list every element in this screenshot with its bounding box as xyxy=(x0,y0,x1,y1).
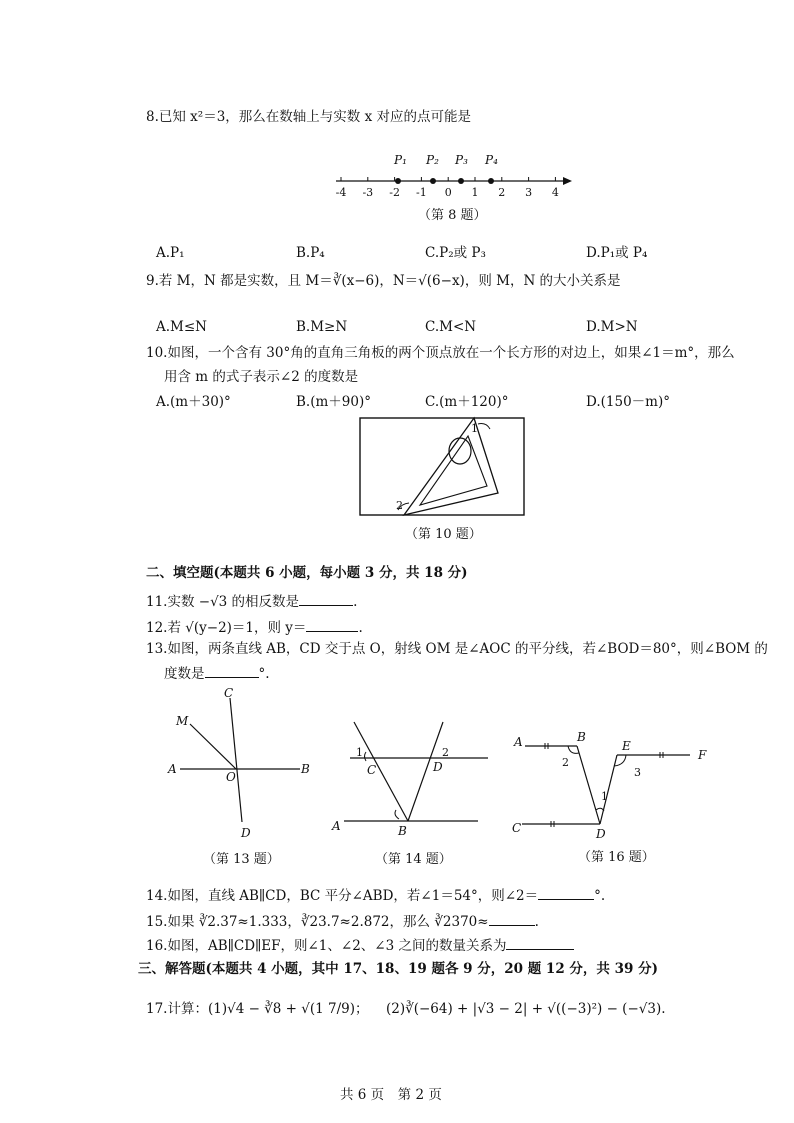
q8-option-c: C.P₂或 P₃ xyxy=(425,245,486,261)
label-c: C xyxy=(367,763,377,777)
label-d: D xyxy=(241,826,251,840)
angle-label-1: 1 xyxy=(471,422,478,435)
q13-caption: （第 13 题） xyxy=(203,852,280,867)
label-b: B xyxy=(301,762,310,776)
label-1: 1 xyxy=(601,790,608,803)
q15-text-b: . xyxy=(534,914,539,930)
label-c: C xyxy=(224,686,234,700)
q12-text-a: 12.若 √(y−2)＝1，则 y＝ xyxy=(146,620,307,636)
axis-tick-label: -2 xyxy=(389,186,400,199)
q12-text-b: . xyxy=(358,620,363,636)
q11-text-a: 11.实数 −√3 的相反数是 xyxy=(146,594,300,610)
q17-part2: (2)∛(−64) + |√3 − 2| + √((−3)²) − (−√3). xyxy=(386,1001,666,1017)
q17-part1: 17.计算：(1)√4 − ∛8 + √(1 7/9)； xyxy=(146,1001,369,1017)
q16-text-a: 16.如图，AB∥CD∥EF，则∠1、∠2、∠3 之间的数量关系为 xyxy=(146,938,507,954)
q8-caption: （第 8 题） xyxy=(418,208,487,223)
label-a: A xyxy=(514,735,523,749)
q10-option-b: B.(m＋90)° xyxy=(296,394,371,410)
axis-tick-label: 4 xyxy=(551,186,559,199)
q9-option-c: C.M<N xyxy=(425,319,477,335)
q10-text-line2: 用含 m 的式子表示∠2 的度数是 xyxy=(164,369,359,385)
q16-answer-blank[interactable] xyxy=(506,936,574,950)
label-m: M xyxy=(176,714,189,728)
axis-tick-label: 0 xyxy=(444,186,452,199)
q13-text-b: °. xyxy=(258,666,270,682)
q10-text-line1: 10.如图，一个含有 30°角的直角三角板的两个顶点放在一个长方形的对边上，如果∠1＝m°，那么 xyxy=(146,345,735,361)
q9-text: 9.若 M，N 都是实数，且 M＝∛(x−6)，N＝√(6−x)，则 M，N 的大小关系是 xyxy=(146,273,621,289)
q10-option-a: A.(m＋30)° xyxy=(156,394,231,410)
q13-text-a: 度数是 xyxy=(164,666,205,682)
q16-caption: （第 16 题） xyxy=(578,850,655,865)
q15-answer-blank[interactable] xyxy=(489,912,535,926)
axis-tick-label: 3 xyxy=(525,186,533,199)
point-label-p4: P₄ xyxy=(485,153,498,167)
point-label-p1: P₁ xyxy=(394,153,407,167)
label-e: E xyxy=(622,739,631,753)
label-f: F xyxy=(698,748,707,762)
page-footer: 共 6 页 第 2 页 xyxy=(340,1087,442,1103)
q14-text-b: °. xyxy=(594,888,606,904)
section-3-title: 三、解答题(本题共 4 小题，其中 17、18、19 题各 9 分，20 题 12 分，共 39 分) xyxy=(138,961,658,977)
q15-text xyxy=(146,912,539,931)
q15-text-a: 15.如果 ∛2.37≈1.333，∛23.7≈2.872，那么 ∛2370≈ xyxy=(146,914,489,930)
section-2-title: 二、填空题(本题共 6 小题，每小题 3 分，共 18 分) xyxy=(146,565,468,581)
label-b: B xyxy=(398,824,407,838)
q10-option-d: D.(150－m)° xyxy=(586,394,670,410)
q13-text-line1: 13.如图，两条直线 AB，CD 交于点 O，射线 OM 是∠AOC 的平分线，若∠BOD＝80°，则∠BOM 的 xyxy=(146,641,768,657)
axis-tick-label: -4 xyxy=(335,186,347,199)
q9-option-d: D.M>N xyxy=(586,319,638,335)
axis-tick-label: 2 xyxy=(498,186,506,199)
label-2: 2 xyxy=(442,746,449,759)
q14-answer-blank[interactable] xyxy=(538,886,594,900)
point-label-p3: P₃ xyxy=(455,153,468,167)
q9-option-b: B.M≥N xyxy=(296,319,348,335)
axis-tick-label: -1 xyxy=(416,186,427,199)
q10-caption: （第 10 题） xyxy=(405,527,482,542)
q8-text: 8.已知 x²＝3，那么在数轴上与实数 x 对应的点可能是 xyxy=(146,109,471,125)
label-1: 1 xyxy=(356,746,363,759)
label-d: D xyxy=(433,760,443,774)
axis-tick-label: -3 xyxy=(362,186,374,199)
q14-text-a: 14.如图，直线 AB∥CD，BC 平分∠ABD，若∠1＝54°，则∠2＝ xyxy=(146,888,539,904)
label-3: 3 xyxy=(634,766,641,779)
label-o: O xyxy=(226,770,236,784)
q14-text xyxy=(146,886,605,905)
label-a: A xyxy=(168,762,177,776)
label-c: C xyxy=(512,821,522,835)
q16-text xyxy=(146,936,574,955)
label-a: A xyxy=(332,819,341,833)
axis-tick-label: 1 xyxy=(471,186,479,199)
q8-option-d: D.P₁或 P₄ xyxy=(586,245,648,261)
q14-caption: （第 14 题） xyxy=(375,852,452,867)
label-d: D xyxy=(596,827,606,841)
q8-option-b: B.P₄ xyxy=(296,245,325,261)
angle-label-2: 2 xyxy=(396,499,403,512)
q8-option-a: A.P₁ xyxy=(156,245,185,261)
q9-option-a: A.M≤N xyxy=(156,319,207,335)
segment-bd xyxy=(577,746,600,824)
label-b: B xyxy=(577,730,586,744)
q11-text-b: . xyxy=(353,594,358,610)
q10-option-c: C.(m＋120)° xyxy=(425,394,509,410)
point-label-p2: P₂ xyxy=(426,153,439,167)
label-2: 2 xyxy=(562,756,569,769)
